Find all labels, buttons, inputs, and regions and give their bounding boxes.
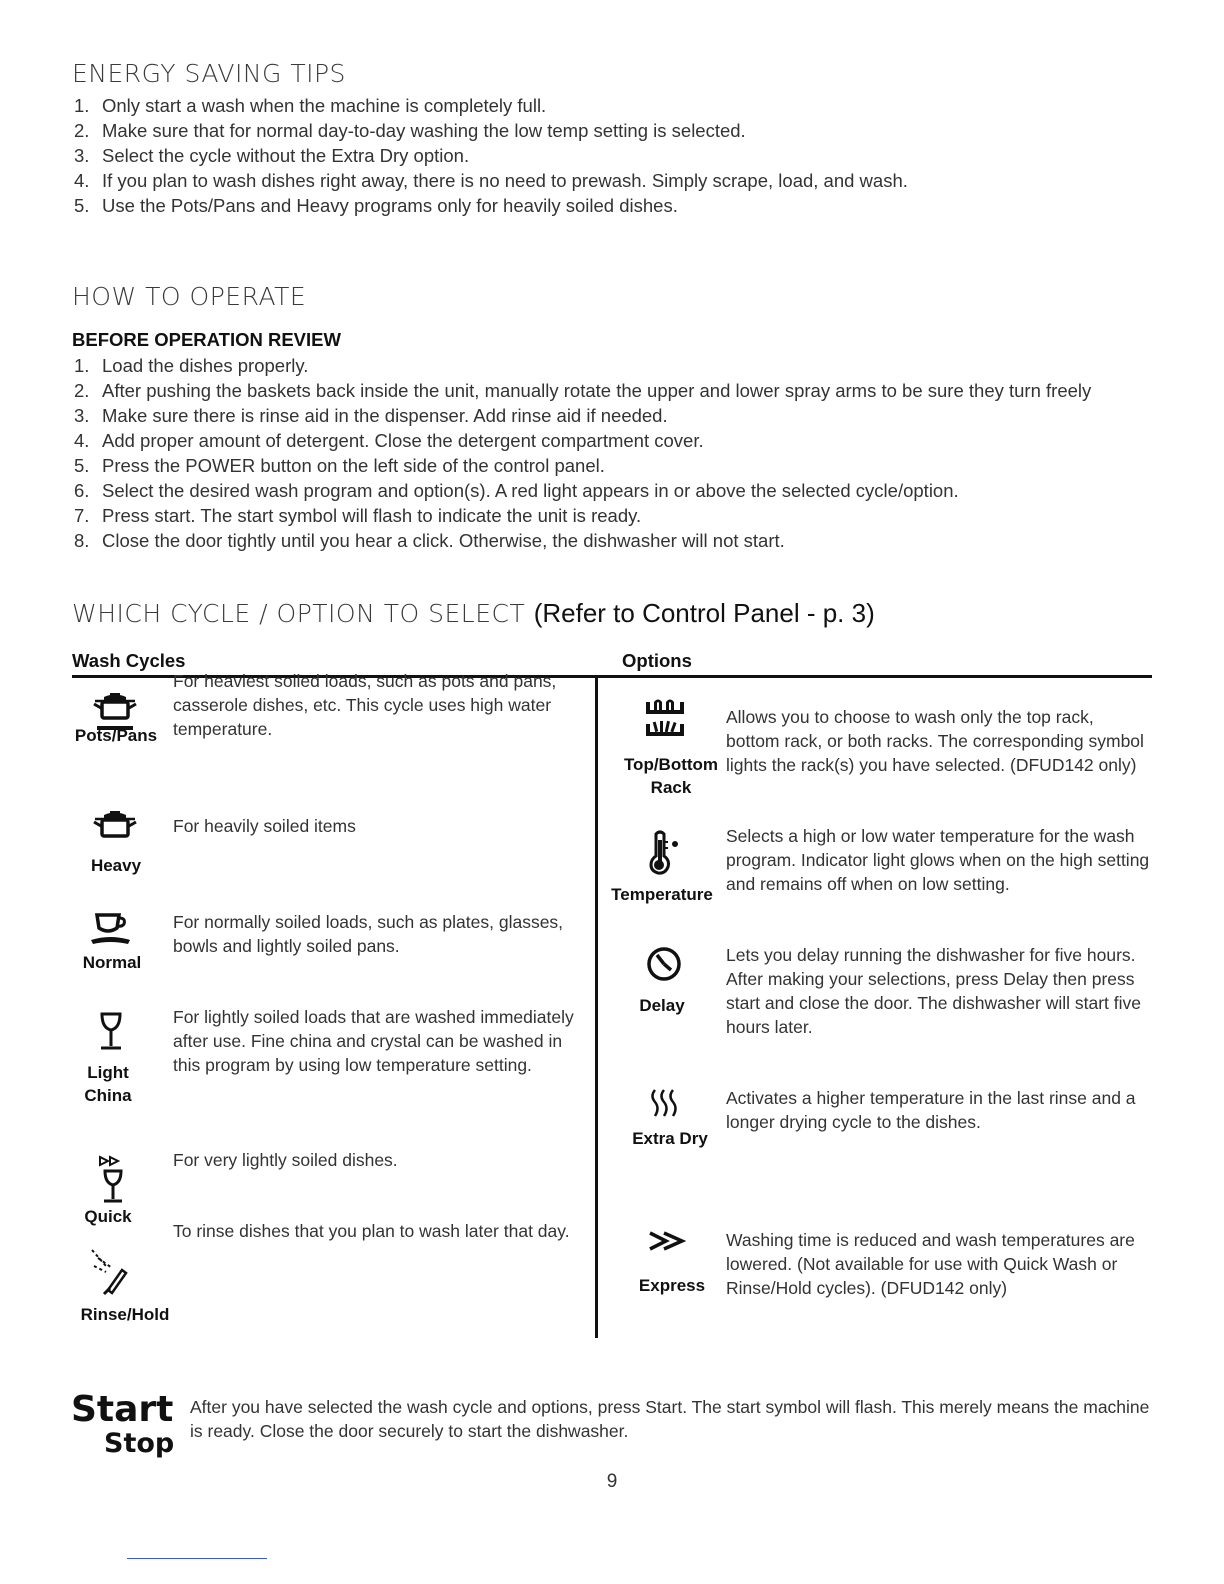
options-header: Options [622, 650, 692, 671]
option-label-rack: Rack [650, 778, 692, 797]
cycle-desc-rinse-hold: To rinse dishes that you plan to wash later that day. [173, 1221, 570, 1241]
heat-waves-icon [647, 1088, 681, 1122]
energy-tips-list [74, 93, 1154, 218]
cycle-label-normal: Normal [82, 953, 142, 972]
list-item: 5. Use the Pots/Pans and Heavy programs only for heavily soiled dishes. [74, 195, 678, 216]
list-item: 3. Select the cycle without the Extra Dry option. [74, 145, 470, 166]
option-desc-temperature: Selects a high or low water temperature for the wash program. Indicator light glows when on the high setting and remains off when on low setting. [726, 826, 1150, 894]
list-item: 2. After pushing the baskets back inside the unit, manually rotate the upper and lower spray arms to be sure they turn freely [74, 380, 1092, 401]
which-cycle-reference: (Refer to Control Panel - p. 3) [533, 598, 875, 628]
energy-tips-heading: ENERGY SAVING TIPS [72, 59, 346, 88]
start-description: After you have selected the wash cycle and options, press Start. The start symbol will flash. This merely means the machine is ready. Close the door securely to start the dishwasher. [190, 1397, 1150, 1441]
list-item: 4. If you plan to wash dishes right away, there is no need to prewash. Simply scrape, load, and wash. [74, 170, 908, 191]
option-desc-top-bottom-rack [726, 705, 1151, 777]
list-item: 8. Close the door tightly until you hear a click. Otherwise, the dishwasher will not start. [74, 530, 785, 551]
which-cycle-heading [72, 598, 875, 629]
cycle-label-heavy: Heavy [90, 856, 142, 875]
option-label-temperature: Temperature [611, 885, 713, 904]
spray-icon [90, 1248, 130, 1296]
list-item: 1. Load the dishes properly. [74, 355, 309, 376]
option-desc-extra-dry: Activates a higher temperature in the last rinse and a longer drying cycle to the dishes. [726, 1088, 1136, 1132]
wash-cycles-header: Wash Cycles [72, 650, 186, 671]
cycle-label-rinse-hold: Rinse/Hold [80, 1305, 170, 1324]
list-item: 3. Make sure there is rinse aid in the dispenser. Add rinse aid if needed. [74, 405, 668, 426]
thermometer-icon [648, 830, 680, 876]
footnote-rule [127, 1558, 267, 1559]
fast-forward-icon [648, 1230, 686, 1252]
clock-icon [645, 945, 683, 983]
option-label-express: Express [638, 1276, 706, 1295]
operation-steps-list [74, 353, 1149, 553]
cycle-label-light: Light [87, 1063, 129, 1082]
pot-icon [92, 810, 138, 842]
cycle-label-china: China [84, 1086, 132, 1105]
list-item: 7. Press start. The start symbol will flash to indicate the unit is ready. [74, 505, 642, 526]
cycle-desc-heavy: For heavily soiled items [173, 816, 356, 836]
cycle-desc-pots-pans: For heaviest soiled loads, such as pots and pans, casserole dishes, etc. This cycle uses high water temperature. [173, 671, 557, 739]
cycle-desc-light-china: For lightly soiled loads that are washed immediately after use. Fine china and crystal can be washed in this program by using low temperature setting. [173, 1007, 574, 1075]
page-number: 9 [606, 1471, 618, 1492]
which-cycle-title: WHICH CYCLE / OPTION TO SELECT [72, 599, 526, 628]
cycle-desc-quick: For very lightly soiled dishes. [173, 1150, 398, 1170]
stop-symbol-label: Stop [104, 1428, 175, 1459]
list-item: 1. Only start a wash when the machine is completely full. [74, 95, 547, 116]
option-desc-express: Washing time is reduced and wash temperatures are lowered. (Not available for use with Quick Wash or Rinse/Hold cycles). (DFUD142 only) [726, 1230, 1135, 1298]
cycle-desc-normal: For normally soiled loads, such as plates, glasses, bowls and lightly soiled pans. [173, 912, 564, 956]
cycle-label-quick: Quick [84, 1207, 132, 1226]
how-to-operate-heading: HOW TO OPERATE [72, 282, 307, 311]
cycle-label-pots-pans: Pots/Pans [74, 726, 158, 745]
cup-icon [88, 910, 134, 952]
column-divider [595, 678, 598, 1338]
option-label-delay: Delay [639, 996, 685, 1015]
list-item: 2. Make sure that for normal day-to-day washing the low temp setting is selected. [74, 120, 746, 141]
list-item: 4. Add proper amount of detergent. Close the detergent compartment cover. [74, 430, 704, 451]
option-desc-text: Allows you to choose to wash only the top rack, bottom rack, or both racks. The corresponding symbol lights the rack(s) you have selected. (DFUD142 only) [726, 707, 1144, 775]
option-label-top-bottom: Top/Bottom [623, 755, 719, 774]
before-operation-subheading: BEFORE OPERATION REVIEW [72, 329, 341, 350]
quick-glass-icon [96, 1155, 130, 1205]
rack-icon [644, 696, 686, 740]
list-item: 6. Select the desired wash program and option(s). A red light appears in or above the selected cycle/option. [74, 480, 959, 501]
start-symbol-label: Start [71, 1389, 174, 1430]
option-desc-delay: Lets you delay running the dishwasher for five hours. After making your selections, press Delay then press start and close the door. The dishwasher will start five hours later. [726, 945, 1142, 1037]
list-item: 5. Press the POWER button on the left side of the control panel. [74, 455, 605, 476]
wine-glass-icon [96, 1010, 126, 1052]
option-label-extra-dry: Extra Dry [632, 1129, 708, 1148]
